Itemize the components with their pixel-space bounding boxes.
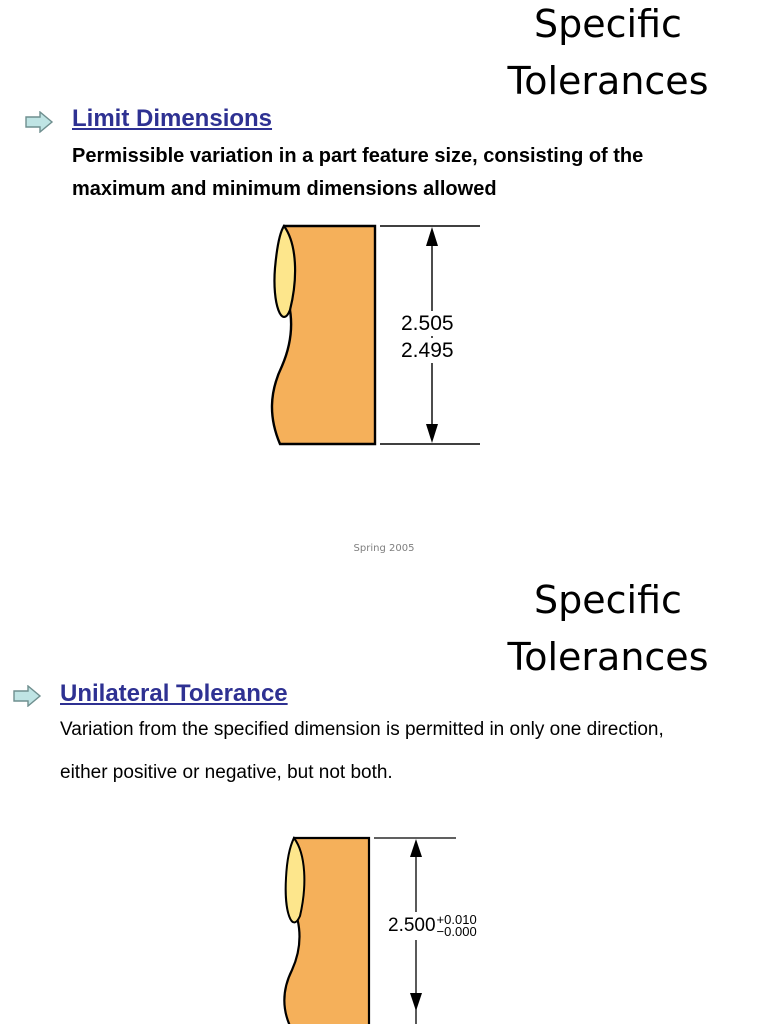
- arrow-bullet-icon: [12, 685, 42, 707]
- definition-line-2: either positive or negative, but not both.: [60, 762, 393, 783]
- tolerance-stack: [437, 914, 477, 938]
- title-line-1: Specific: [534, 2, 682, 46]
- unilateral-dimension-label: [385, 912, 480, 940]
- arrow-bullet-icon: [24, 111, 54, 133]
- definition-line-2: maximum and minimum dimensions allowed: [72, 178, 497, 200]
- arrowhead-top: [426, 227, 438, 246]
- definition-line-1: Variation from the specified dimension is permitted in only one direction,: [60, 719, 664, 740]
- title-line-1: Specific: [534, 578, 682, 622]
- tolerance-plus: +0.010: [436, 912, 477, 927]
- arrowhead-bottom: [426, 424, 438, 443]
- dimension-upper-limit: 2.505: [401, 312, 454, 335]
- tolerance-minus: −0.000: [436, 924, 477, 939]
- section-heading: Limit Dimensions: [72, 105, 273, 132]
- slide-footer: Spring 2005: [353, 543, 415, 554]
- slide-title: [498, 572, 718, 686]
- section-heading: Unilateral Tolerance: [60, 680, 288, 707]
- slide-title: [498, 0, 718, 110]
- definition-line-1: Permissible variation in a part feature size, consisting of the: [72, 145, 644, 167]
- title-line-2: Tolerances: [507, 635, 709, 679]
- dimension-lower-limit: 2.495: [401, 339, 454, 362]
- dimension-base-value: 2.500: [388, 915, 436, 936]
- arrowhead-top: [410, 839, 422, 857]
- slide-unilateral-tolerance: [0, 572, 768, 1024]
- title-line-2: Tolerances: [507, 59, 709, 103]
- arrowhead-bottom: [410, 993, 422, 1011]
